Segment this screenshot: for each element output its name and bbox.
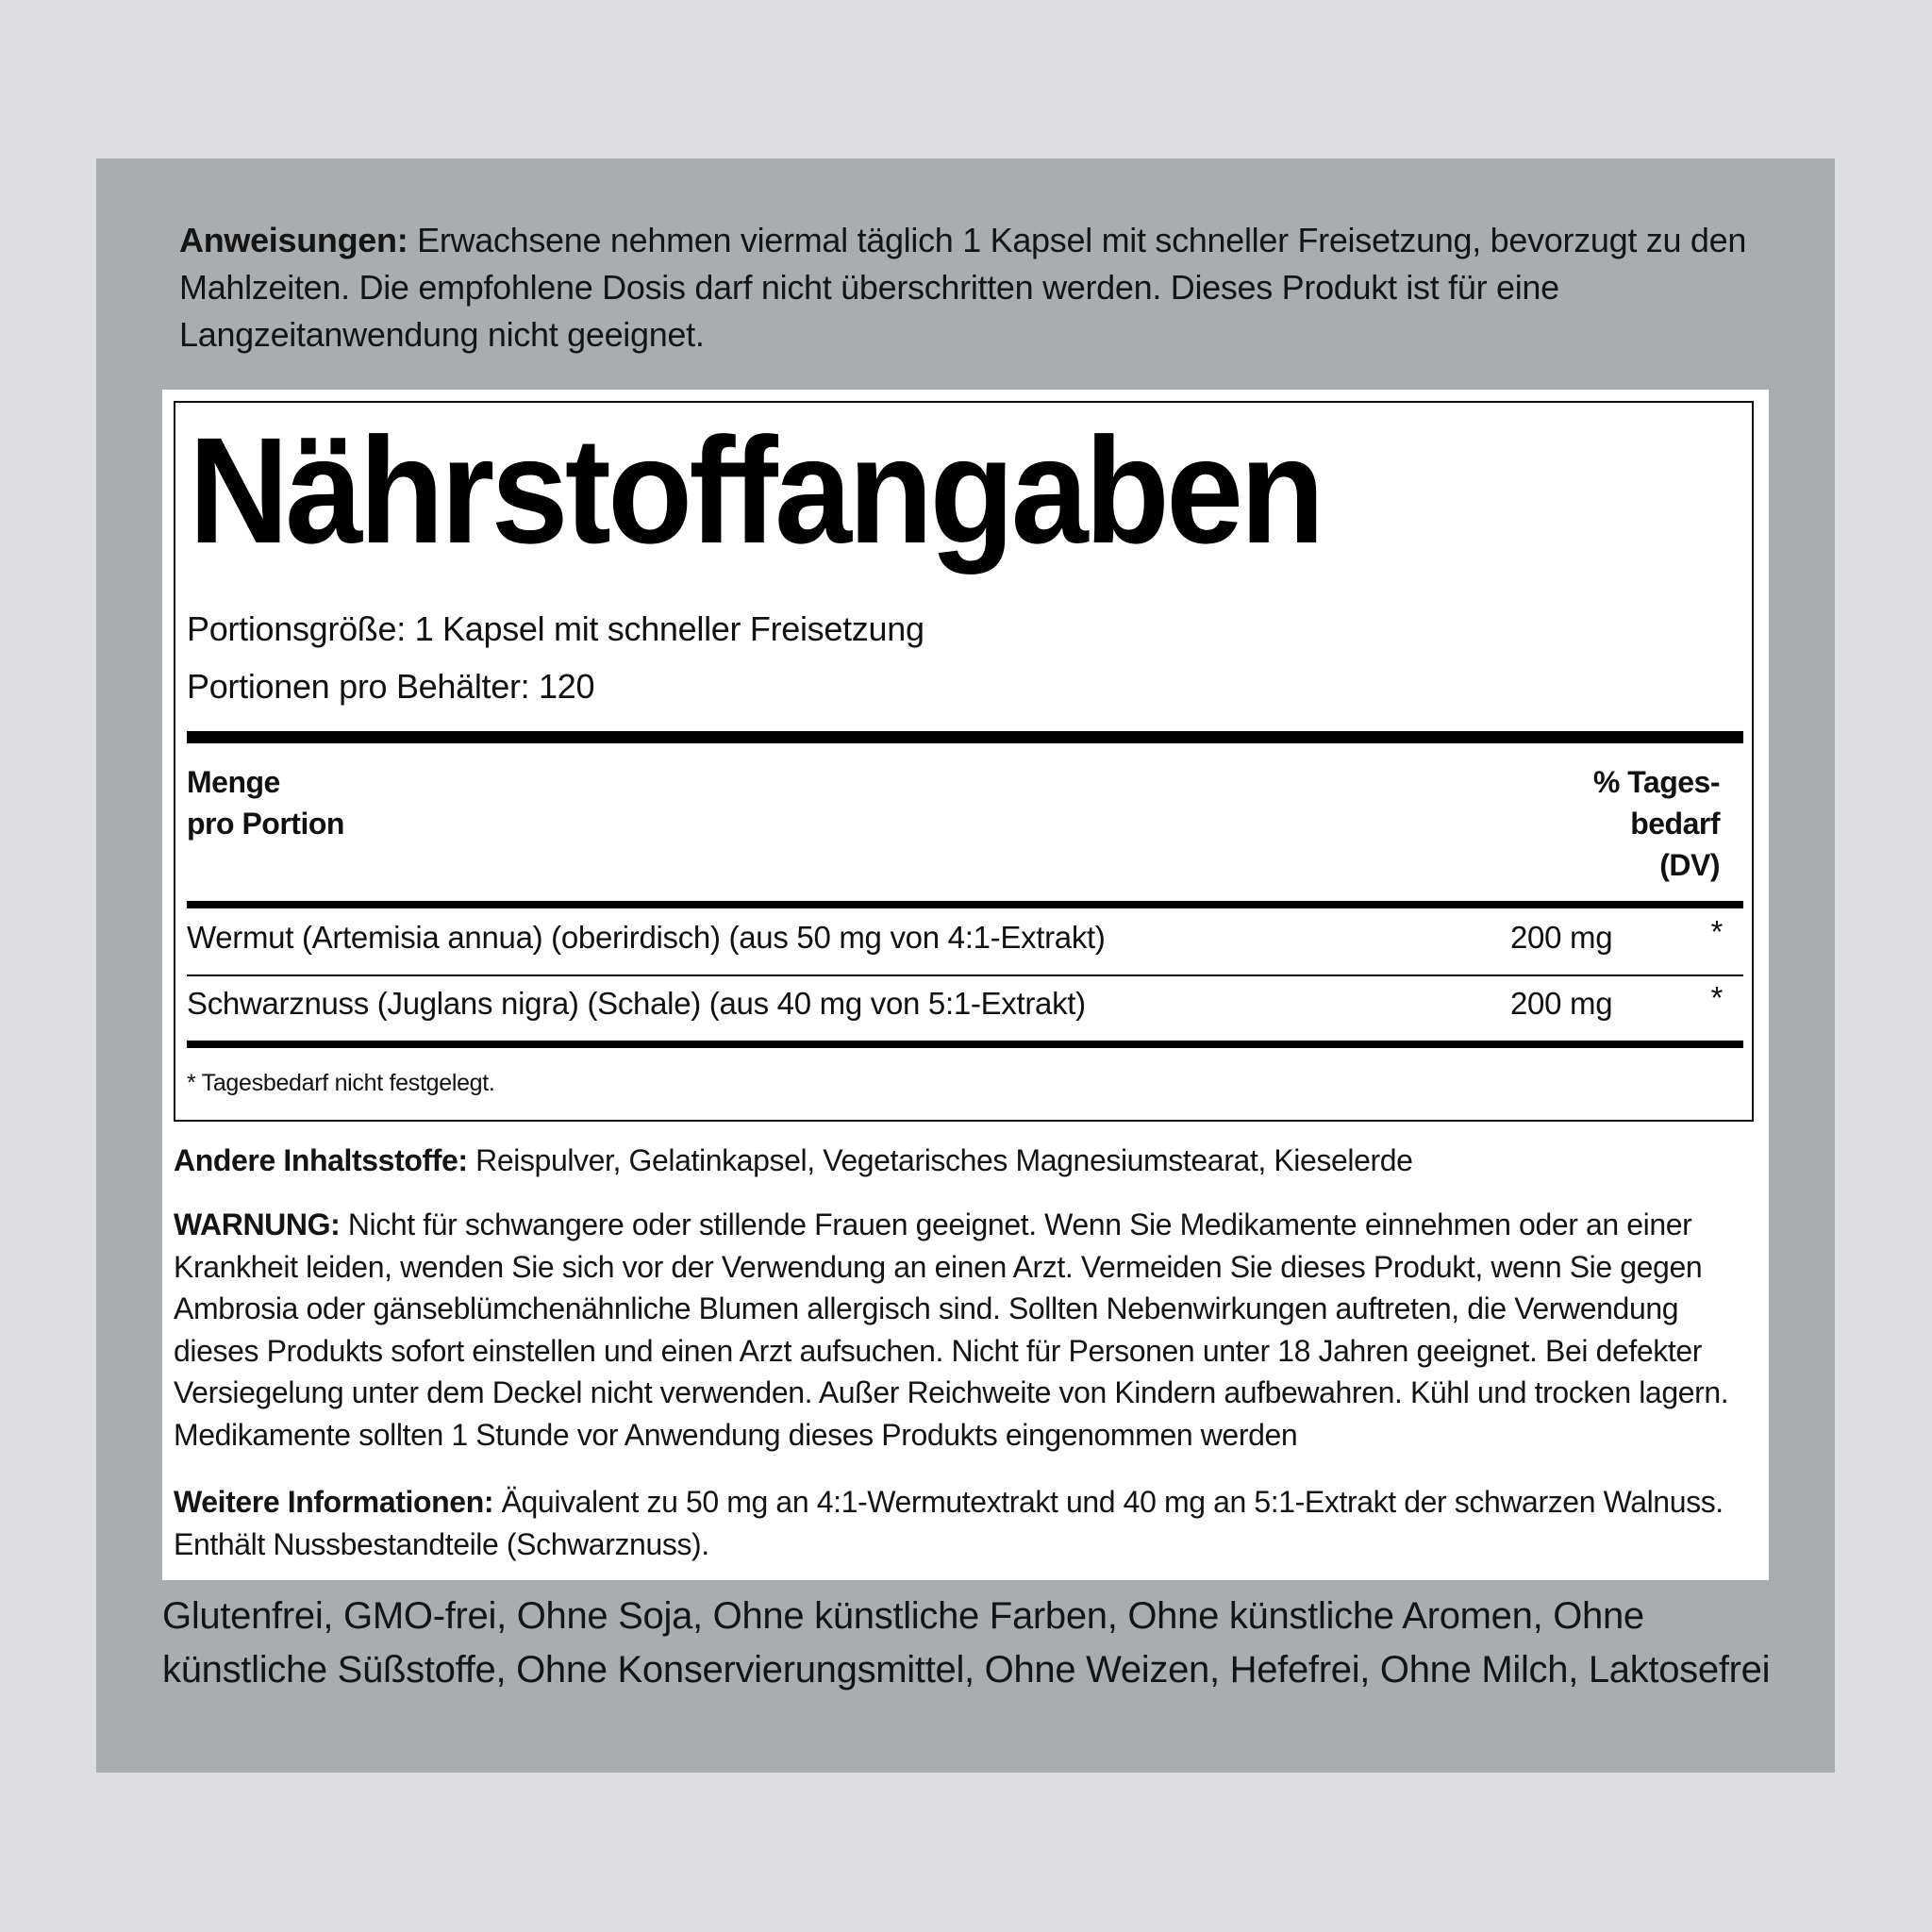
serving-size: Portionsgröße: 1 Kapsel mit schneller Freisetzung: [187, 609, 924, 648]
directions-label: Anweisungen:: [179, 221, 408, 259]
directions-body: Erwachsene nehmen viermal täglich 1 Kapsel mit schneller Freisetzung, bevorzugt zu den Mahlzeiten. Die empfohlene Dosis darf nicht überschritten werden. Dieses Produkt ist für eine Langzeitanwendung nicht geeignet.: [179, 221, 1747, 354]
ingredient-dv: *: [1710, 980, 1723, 1015]
label-panel: [96, 158, 1835, 1773]
warning-text: [174, 1204, 1758, 1456]
warning-body: Nicht für schwangere oder stillende Frauen geeignet. Wenn Sie Medikamente einnehmen oder an einer Krankheit leiden, wenden Sie sich vor der Verwendung an einen Arzt. Vermeiden Sie dieses Produkt, wenn Sie gegen Ambrosia oder gänseblümchenähnliche Blumen allergisch sind. Sollten Nebenwirkungen auftreten, die Verwendung dieses Produkts sofort einstellen und einen Arzt aufsuchen. Nicht für Personen unter 18 Jahren geeignet. Bei defekter Versiegelung unter dem Deckel nicht verwenden. Außer Reichweite von Kindern aufbewahren. Kühl und trocken lagern. Medikamente sollten 1 Stunde vor Anwendung dieses Produkts eingenommen werden: [174, 1208, 1729, 1452]
free-from-claims: Glutenfrei, GMO-frei, Ohne Soja, Ohne künstliche Farben, Ohne künstliche Aromen, Ohne künstliche Süßstoffe, Ohne Konservierungsmittel, Ohne Weizen, Hefefrei, Ohne Milch, Laktosefrei: [162, 1595, 1771, 1690]
nutrition-facts-table: [174, 401, 1754, 1122]
dv-footnote: * Tagesbedarf nicht festgelegt.: [187, 1070, 495, 1096]
amount-header-line1: Menge: [187, 765, 280, 799]
nutrition-facts-title: Nährstoffangaben: [189, 406, 1322, 575]
amount-header-line2: pro Portion: [187, 807, 344, 841]
divider-medium: [187, 1041, 1743, 1048]
label-info-box: [162, 390, 1769, 1580]
amount-per-serving-header: [187, 761, 344, 844]
ingredient-amount: 200 mg: [1510, 920, 1613, 955]
more-information: [174, 1481, 1758, 1565]
servings-per-container: Portionen pro Behälter: 120: [187, 667, 595, 706]
divider-thick: [187, 731, 1743, 743]
dv-header-line3: (DV): [1659, 848, 1720, 882]
more-info-label: Weitere Informationen:: [174, 1485, 494, 1519]
other-ingredients-text: Reispulver, Gelatinkapsel, Vegetarisches Magnesiumstearat, Kieselerde: [467, 1143, 1413, 1177]
daily-value-header: [1593, 761, 1720, 886]
divider-medium: [187, 901, 1743, 908]
warning-label: WARNUNG:: [174, 1208, 341, 1241]
ingredient-name: Wermut (Artemisia annua) (oberirdisch) (aus 50 mg von 4:1-Extrakt): [187, 920, 1106, 955]
directions-text: [179, 217, 1764, 358]
table-row: [187, 914, 1723, 961]
divider-thin: [187, 974, 1743, 976]
other-ingredients: [174, 1140, 1758, 1182]
ingredient-dv: *: [1710, 914, 1723, 949]
dv-header-line1: % Tages-: [1592, 765, 1720, 799]
table-row: [187, 980, 1723, 1027]
dv-header-line2: bedarf: [1630, 807, 1720, 841]
ingredient-amount: 200 mg: [1510, 986, 1613, 1021]
other-ingredients-label: Andere Inhaltsstoffe:: [174, 1143, 468, 1177]
more-info-text: Äquivalent zu 50 mg an 4:1-Wermutextrakt und 40 mg an 5:1-Extrakt der schwarzen Walnuss. Enthält Nussbestandteile (Schwarznuss).: [174, 1485, 1724, 1561]
ingredient-name: Schwarznuss (Juglans nigra) (Schale) (aus 40 mg von 5:1-Extrakt): [187, 986, 1086, 1021]
